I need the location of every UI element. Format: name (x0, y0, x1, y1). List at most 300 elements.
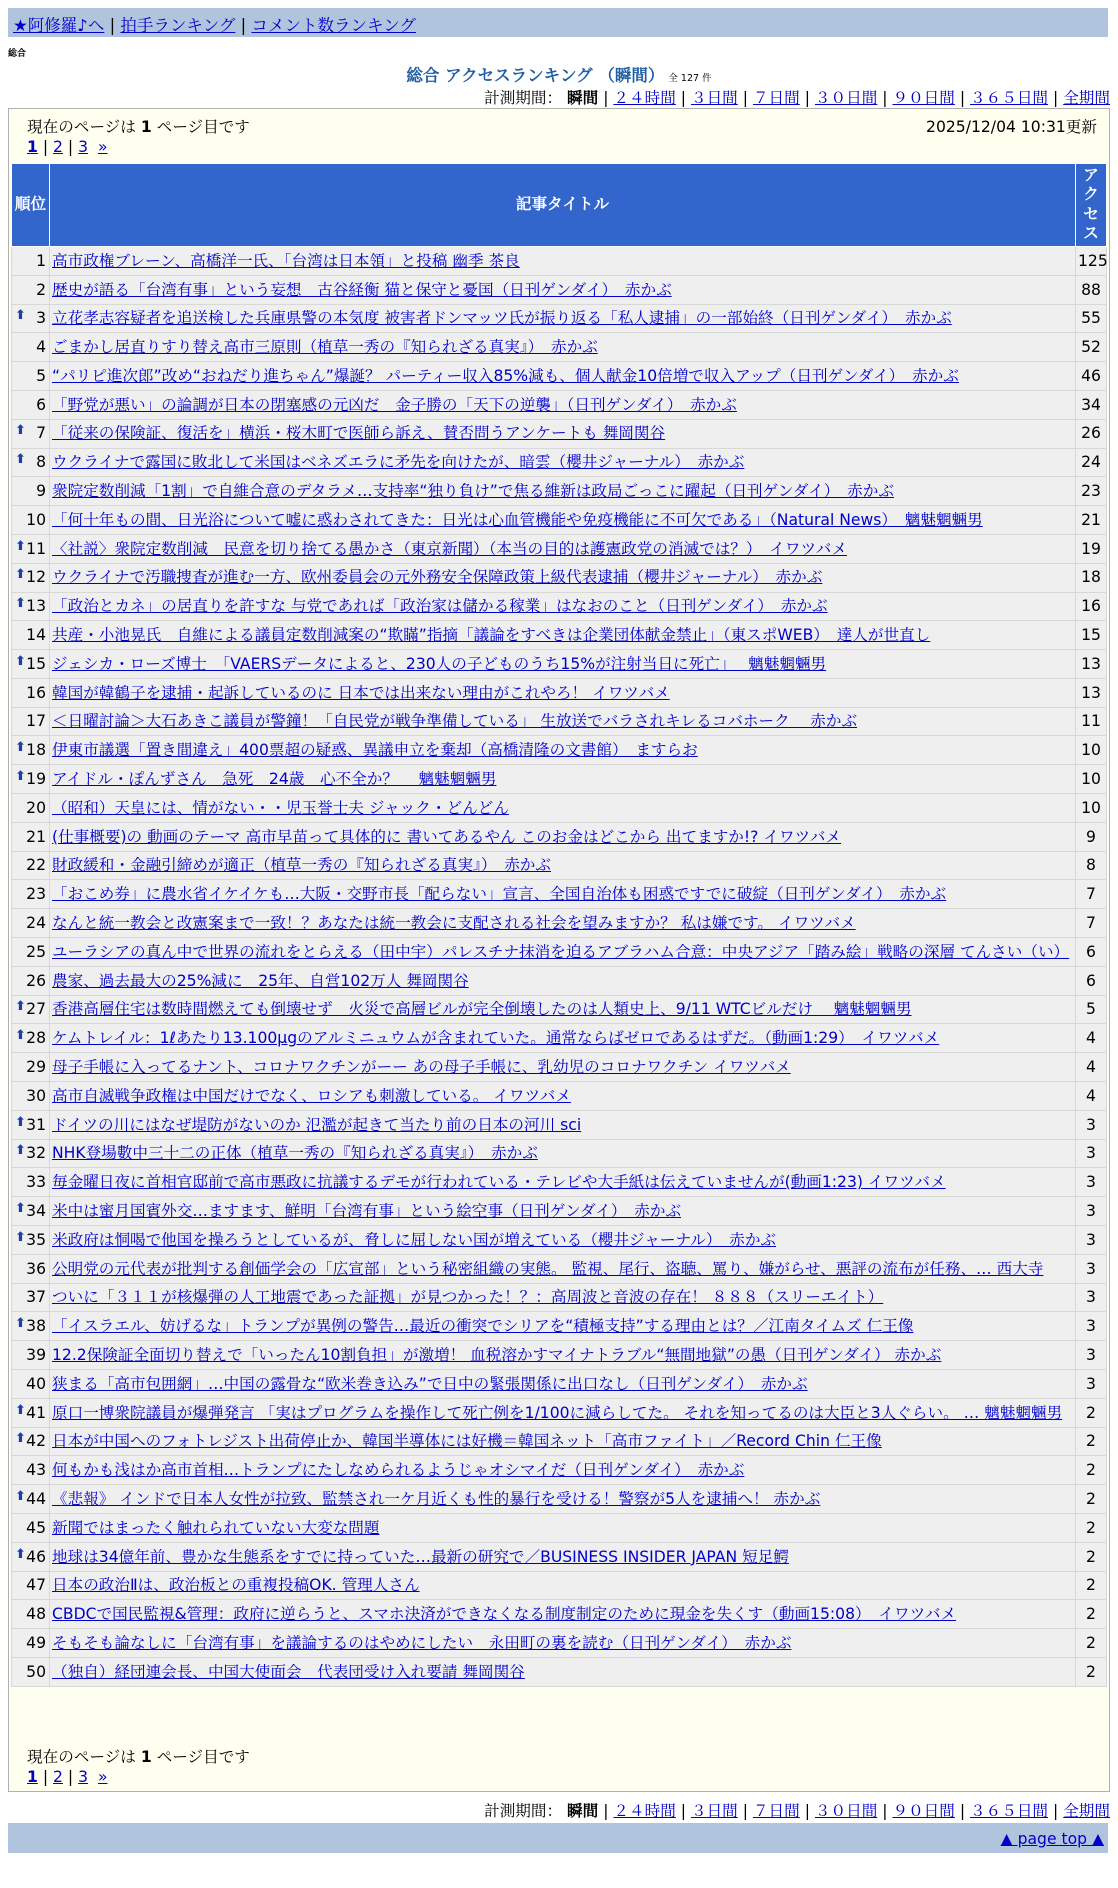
rank-number: 10 (26, 510, 46, 529)
table-row (12, 1053, 1107, 1082)
title-cell (50, 1082, 1076, 1111)
rank-number: 15 (26, 654, 46, 673)
article-link[interactable]: 新聞ではまったく触れられていない大変な問題 (52, 1518, 380, 1537)
rank-cell (12, 678, 50, 707)
table-row (12, 246, 1107, 275)
pager-page-2[interactable]: 2 (53, 138, 63, 156)
article-link[interactable]: ウクライナで露国に敗北して米国はベネズエラに矛先を向けたが、暗雲（櫻井ジャーナル） 赤かぶ (52, 453, 745, 472)
table-row (12, 678, 1107, 707)
table-row (12, 1254, 1107, 1283)
rank-cell (12, 304, 50, 333)
top-nav: ★阿修羅♪へ | 拍手ランキング | コメント数ランキング (8, 8, 1108, 37)
rank-number: 21 (26, 827, 46, 846)
pager-page-2[interactable]: 2 (53, 1768, 63, 1786)
table-row (12, 1082, 1107, 1111)
period-label: 計測期間： (484, 89, 568, 107)
access-count: 19 (1076, 534, 1107, 563)
article-link[interactable]: 〈社説〉衆院定数削減 民意を切り捨てる愚かさ（東京新聞）（本当の目的は護憲政党の消滅では？） イワツバメ (52, 539, 847, 558)
rank-cell (12, 1139, 50, 1168)
rank-number: 18 (26, 741, 46, 760)
title-cell (50, 650, 1076, 679)
article-link[interactable]: 財政緩和・金融引締めが適正（植草一秀の『知られざる真実』） 赤かぶ (52, 856, 551, 875)
table-row (12, 1168, 1107, 1197)
period-option[interactable]: 全期間 (1063, 89, 1110, 107)
rank-cell (12, 707, 50, 736)
article-link[interactable]: 米中は蜜月国賓外交…ますます、鮮明「台湾有事」という絵空事（日刊ゲンダイ） 赤かぶ (52, 1202, 682, 1220)
title-cell (50, 1571, 1076, 1600)
up-arrow-icon: ⬆ (15, 1229, 26, 1245)
period-option[interactable]: ３日間 (690, 89, 738, 107)
rank-cell (12, 1456, 50, 1485)
rank-cell (12, 1427, 50, 1456)
up-arrow-icon: ⬆ (15, 1546, 26, 1562)
rank-number: 46 (26, 1547, 46, 1566)
rank-cell (12, 1657, 50, 1686)
access-count: 23 (1076, 477, 1107, 506)
clap-ranking-link[interactable]: 拍手ランキング (120, 16, 236, 35)
rank-number: 2 (36, 280, 46, 299)
title-cell (50, 707, 1076, 736)
title-cell (50, 1629, 1076, 1658)
access-count: 13 (1076, 650, 1107, 679)
table-row (12, 621, 1107, 650)
rank-cell (12, 1053, 50, 1082)
rank-cell (12, 1197, 50, 1226)
article-link[interactable]: 《悲報》 インドで日本人女性が拉致、監禁され一ケ月近くも性的暴行を受ける！警察が5人を逮捕へ！ 赤かぶ (52, 1489, 821, 1508)
access-count: 34 (1076, 390, 1107, 419)
period-current: 瞬間 (567, 1802, 599, 1820)
current-page-info: 現在のページは 1 ページ目です (27, 118, 250, 136)
title-cell (50, 333, 1076, 362)
rank-cell (12, 1024, 50, 1053)
access-count: 13 (1076, 678, 1107, 707)
table-row (12, 477, 1107, 506)
table-row (12, 1485, 1107, 1514)
title-cell (50, 909, 1076, 938)
page-title: 総合 アクセスランキング （瞬間） (406, 66, 665, 85)
access-count: 10 (1076, 736, 1107, 765)
period-selector-bottom: 計測期間： 瞬間 | ２４時間 | ３日間 | ７日間 | ３０日間 | ９０日間 | ３６５日間 | 全期間 (484, 1802, 1110, 1820)
rank-cell (12, 390, 50, 419)
access-count: 2 (1076, 1398, 1107, 1427)
article-link[interactable]: （昭和）天皇には、情がない・・児玉誉士夫 ジャック・どんどん (52, 798, 509, 817)
rank-number: 3 (36, 309, 46, 328)
rank-number: 26 (26, 971, 46, 990)
page-top-link[interactable]: ▲ page top ▲ (1000, 1830, 1104, 1848)
article-link[interactable]: 「おこめ券」に農水省イケイケも…大阪・交野市長「配らない」宣言、全国自治体も困惑ですでに破綻（日刊ゲンダイ） 赤かぶ (52, 885, 947, 904)
rank-cell (12, 851, 50, 880)
rank-cell (12, 592, 50, 621)
period-selector-top: 計測期間： 瞬間 | ２４時間 | ３日間 | ７日間 | ３０日間 | ９０日間 | ３６５日間 | 全期間 (484, 89, 1110, 107)
article-link[interactable]: （独自）経団連会長、中国大使面会 代表団受け入れ要請 舞岡関谷 (52, 1662, 525, 1681)
rank-number: 48 (26, 1605, 46, 1624)
rank-cell (12, 1082, 50, 1111)
title-cell (50, 1398, 1076, 1427)
title-cell (50, 1456, 1076, 1485)
table-row (12, 650, 1107, 679)
article-link[interactable]: “パリピ進次郎”改め“おねだり進ちゃん”爆誕？ パーティー収入85%減も、個人献金10倍増で収入アップ（日刊ゲンダイ） 赤かぶ (52, 366, 959, 385)
rank-cell (12, 1110, 50, 1139)
rank-number: 39 (26, 1345, 46, 1364)
article-link[interactable]: ケムトレイル：1ℓあたり13.100μgのアルミニュウムが含まれていた。通常ならばゼロであるはずだ。（動画1:29） イワツバメ (52, 1029, 940, 1048)
table-row (12, 304, 1107, 333)
access-count: 4 (1076, 1082, 1107, 1111)
rank-number: 24 (26, 914, 46, 933)
rank-cell (12, 765, 50, 794)
article-link[interactable]: 地球は34億年前、豊かな生態系をすでに持っていた…最新の研究で／BUSINESS INSIDER JAPAN 短足鰐 (52, 1547, 789, 1566)
title-cell (50, 1485, 1076, 1514)
table-row (12, 1456, 1107, 1485)
table-row (12, 822, 1107, 851)
rank-number: 30 (26, 1086, 46, 1105)
comment-ranking-link[interactable]: コメント数ランキング (251, 16, 416, 35)
table-row (12, 448, 1107, 477)
rank-cell (12, 966, 50, 995)
access-count: 46 (1076, 362, 1107, 391)
title-cell (50, 1600, 1076, 1629)
rank-cell (12, 1542, 50, 1571)
table-row (12, 333, 1107, 362)
article-link[interactable]: そもそも論なしに「台湾有事」を議論するのはやめにしたい 永田町の裏を読む（日刊ゲンダイ） 赤かぶ (52, 1633, 792, 1652)
rank-number: 1 (36, 251, 46, 270)
pager-top: 1 | 2 | 3 » (27, 138, 108, 156)
title-cell (50, 966, 1076, 995)
rank-cell (12, 822, 50, 851)
rank-number: 34 (26, 1202, 46, 1220)
up-arrow-icon: ⬆ (15, 769, 26, 785)
article-link[interactable]: 米政府は恫喝で他国を操ろうとしているが、脅しに屈しない国が増えている（櫻井ジャーナル） 赤かぶ (52, 1230, 777, 1249)
access-count: 8 (1076, 851, 1107, 880)
pager-bottom: 1 | 2 | 3 » (27, 1768, 108, 1786)
title-cell (50, 851, 1076, 880)
article-link[interactable]: 日本が中国へのフォトレジスト出荷停止か、韓国半導体には好機＝韓国ネット「高市ファイト」／Record Chin 仁王像 (52, 1432, 882, 1451)
rank-cell (12, 1629, 50, 1658)
footer-bar (8, 1823, 1108, 1853)
table-row (12, 1197, 1107, 1226)
title-cell (50, 275, 1076, 304)
rank-cell (12, 419, 50, 448)
period-option[interactable]: 全期間 (1063, 1802, 1110, 1820)
rank-cell (12, 880, 50, 909)
period-option[interactable]: ３０日間 (814, 1802, 878, 1820)
access-count: 21 (1076, 506, 1107, 535)
access-count: 52 (1076, 333, 1107, 362)
up-arrow-icon: ⬆ (15, 1028, 26, 1044)
title-cell (50, 822, 1076, 851)
table-row (12, 707, 1107, 736)
rank-cell (12, 448, 50, 477)
up-arrow-icon: ⬆ (15, 567, 26, 583)
title-cell (50, 1226, 1076, 1255)
pager-current[interactable]: 1 (27, 138, 38, 156)
article-link[interactable]: 日本の政治Ⅱは、政治板との重複投稿OK. 管理人さん (52, 1576, 420, 1595)
pager-page-3[interactable]: 3 (78, 1768, 89, 1786)
title-cell (50, 506, 1076, 535)
access-count: 9 (1076, 822, 1107, 851)
rank-number: 12 (26, 568, 46, 587)
table-row (12, 1024, 1107, 1053)
rank-cell (12, 246, 50, 275)
rank-cell (12, 1514, 50, 1543)
access-count: 3 (1076, 1370, 1107, 1399)
table-row (12, 1110, 1107, 1139)
access-count: 2 (1076, 1571, 1107, 1600)
rank-cell (12, 1254, 50, 1283)
article-link[interactable]: ＜日曜討論＞大石あきこ議員が警鐘！「自民党が戦争準備している」 生放送でバラされキレるコバホーク 赤かぶ (52, 712, 858, 731)
up-arrow-icon: ⬆ (15, 308, 26, 324)
table-row (12, 362, 1107, 391)
period-option[interactable]: ３６５日間 (970, 1802, 1049, 1820)
access-count: 3 (1076, 1312, 1107, 1341)
table-row (12, 736, 1107, 765)
article-link[interactable]: 高市政権ブレーン、高橋洋一氏、「台湾は日本領」と投稿 幽季 茶良 (52, 251, 520, 270)
article-link[interactable]: 母子手帳に入ってるナント、コロナワクチンがーー あの母子手帳に、乳幼児のコロナワクチン イワツバメ (52, 1058, 791, 1077)
title-cell (50, 995, 1076, 1024)
article-link[interactable]: 原口一博衆院議員が爆弾発言 「実はプログラムを操作して死亡例を1/100に減らしてた。 それを知ってるのは大臣と3人ぐらい。 … 魑魅魍魎男 (52, 1403, 1063, 1422)
rank-cell (12, 506, 50, 535)
title-cell (50, 1139, 1076, 1168)
rank-number: 19 (26, 770, 46, 789)
up-arrow-icon: ⬆ (15, 1114, 26, 1130)
title-cell (50, 736, 1076, 765)
title-cell (50, 1197, 1076, 1226)
rank-header: 順位 (12, 164, 50, 247)
rank-number: 47 (26, 1576, 46, 1595)
pager-next[interactable]: » (97, 1768, 108, 1786)
access-count: 2 (1076, 1629, 1107, 1658)
article-link[interactable]: 韓国が韓鶴子を逮捕・起訴しているのに 日本では出来ない理由がこれやろ！ イワツバメ (52, 683, 670, 702)
title-cell (50, 1283, 1076, 1312)
pager-next[interactable]: » (97, 138, 108, 156)
table-row (12, 1312, 1107, 1341)
rank-number: 20 (26, 798, 46, 817)
title-cell (50, 938, 1076, 967)
article-link[interactable]: 「イスラエル、妨げるな」トランプが異例の警告…最近の衝突でシリアを“積極支持”する理由とは？／江南タイムズ 仁王像 (52, 1317, 914, 1336)
table-row (12, 794, 1107, 823)
access-count: 55 (1076, 304, 1107, 333)
pager-current[interactable]: 1 (27, 1768, 38, 1786)
rank-cell (12, 909, 50, 938)
title-cell (50, 1514, 1076, 1543)
article-link[interactable]: ジェシカ・ローズ博士 「VAERSデータによると、230人の子どものうち15%が注射当日に死亡」 魑魅魍魎男 (52, 654, 827, 673)
period-option[interactable]: ３６５日間 (970, 89, 1049, 107)
rank-cell (12, 1312, 50, 1341)
rank-number: 6 (36, 395, 46, 414)
article-link[interactable]: 歴史が語る「台湾有事」という妄想 古谷経衡 猫と保守と憂国（日刊ゲンダイ） 赤かぶ (52, 280, 672, 299)
up-arrow-icon: ⬆ (15, 740, 26, 756)
article-link[interactable]: 「従来の保険証、復活を」横浜・桜木町で医師ら訴え、賛否問うアンケートも 舞岡関谷 (52, 424, 666, 443)
title-cell (50, 534, 1076, 563)
title-cell (50, 304, 1076, 333)
rank-number: 8 (36, 453, 46, 472)
article-link[interactable]: 12.2保険証全面切り替えで「いったん10割負担」が激増！ 血税溶かすマイナトラブル“無間地獄”の愚（日刊ゲンダイ） 赤かぶ (52, 1345, 942, 1364)
rank-number: 50 (26, 1662, 46, 1681)
rank-cell (12, 477, 50, 506)
table-row (12, 275, 1107, 304)
rank-cell (12, 362, 50, 391)
period-current: 瞬間 (567, 89, 599, 107)
title-cell (50, 1341, 1076, 1370)
table-row (12, 1427, 1107, 1456)
rank-cell (12, 736, 50, 765)
updated-time: 2025/12/04 10:31更新 (926, 118, 1097, 136)
access-count: 3 (1076, 1139, 1107, 1168)
access-count: 3 (1076, 1283, 1107, 1312)
rank-cell (12, 1600, 50, 1629)
ranking-table (11, 163, 1107, 1687)
title-header: 記事タイトル (50, 164, 1076, 247)
rank-cell (12, 1283, 50, 1312)
access-count: 125 (1076, 246, 1107, 275)
article-link[interactable]: 「何十年もの間、日光浴について嘘に惑わされてきた：日光は心血管機能や免疫機能に不可欠である」（Natural News） 魑魅魍魎男 (52, 510, 983, 529)
table-header-row (12, 164, 1107, 247)
article-link[interactable]: 「野党が悪い」の論調が日本の閉塞感の元凶だ 金子勝の「天下の逆襲」（日刊ゲンダイ） 赤かぶ (52, 395, 737, 414)
access-count: 4 (1076, 1053, 1107, 1082)
up-arrow-icon: ⬆ (15, 1431, 26, 1447)
table-row (12, 1542, 1107, 1571)
article-link[interactable]: アイドル・ぽんずさん 急死 24歳 心不全か？ 魑魅魍魎男 (52, 770, 497, 789)
article-link[interactable]: ついに「３１１が核爆弾の人工地震であった証拠」が見つかった！？：高周波と音波の存在！ ８８８（スリーエイト） (52, 1288, 884, 1307)
article-link[interactable]: 香港高層住宅は数時間燃えても倒壊せず 火災で高層ビルが完全倒壊したのは人類史上、9/11 WTCビルだけ 魑魅魍魎男 (52, 1000, 912, 1019)
article-link[interactable]: 共産・小池晃氏 自維による議員定数削減案の“欺瞞”指摘「議論をすべきは企業団体献金禁止」（東スポWEB） 達人が世直し (52, 626, 931, 645)
up-arrow-icon: ⬆ (15, 596, 26, 612)
table-row (12, 563, 1107, 592)
rank-cell (12, 1226, 50, 1255)
access-count: 16 (1076, 592, 1107, 621)
access-count: 15 (1076, 621, 1107, 650)
table-row (12, 938, 1107, 967)
rank-number: 49 (26, 1633, 46, 1652)
article-link[interactable]: 高市自滅戦争政権は中国だけでなく、ロシアも刺激している。 イワツバメ (52, 1086, 571, 1105)
article-link[interactable]: (仕事概要)の 動画のテーマ 高市早苗って具体的に 書いてあるやん このお金はどこから 出てますか!? イワツバメ (52, 827, 842, 846)
title-cell (50, 1312, 1076, 1341)
title-cell (50, 362, 1076, 391)
table-row (12, 534, 1107, 563)
access-count: 3 (1076, 1254, 1107, 1283)
rank-number: 16 (26, 683, 46, 702)
article-link[interactable]: CBDCで国民監視&管理：政府に逆らうと、スマホ決済ができなくなる制度制定のために現金を失くす（動画15:08） イワツバメ (52, 1605, 957, 1624)
total-count: 全 127 件 (668, 73, 712, 84)
period-option[interactable]: ２４時間 (613, 89, 676, 107)
access-count: 2 (1076, 1456, 1107, 1485)
up-arrow-icon: ⬆ (15, 423, 26, 439)
title-cell (50, 1370, 1076, 1399)
access-count: 18 (1076, 563, 1107, 592)
title-cell (50, 1110, 1076, 1139)
access-count: 6 (1076, 938, 1107, 967)
current-page-info-bottom: 現在のページは 1 ページ目です (27, 1748, 250, 1766)
rank-number: 41 (26, 1403, 46, 1422)
rank-number: 4 (36, 338, 46, 357)
article-link[interactable]: 狭まる「高市包囲網」…中国の露骨な“欧米巻き込み”で日中の緊張関係に出口なし（日刊ゲンダイ） 赤かぶ (52, 1374, 808, 1393)
access-count: 24 (1076, 448, 1107, 477)
category-label: 総合 (8, 49, 27, 59)
up-arrow-icon: ⬆ (15, 999, 26, 1015)
rank-number: 40 (26, 1374, 46, 1393)
rank-number: 42 (26, 1432, 46, 1451)
table-row (12, 1283, 1107, 1312)
access-count: 3 (1076, 1226, 1107, 1255)
table-row (12, 1600, 1107, 1629)
home-link[interactable]: ★阿修羅♪へ (13, 16, 105, 35)
article-link[interactable]: ドイツの川にはなぜ堤防がないのか 氾濫が起きて当たり前の日本の河川 sci (52, 1115, 582, 1134)
rank-cell (12, 938, 50, 967)
period-option[interactable]: ３０日間 (814, 89, 878, 107)
period-option[interactable]: ９０日間 (892, 1802, 955, 1820)
period-option[interactable]: ７日間 (752, 89, 800, 107)
article-link[interactable]: 伊東市議選「置き間違え」400票超の疑惑、異議申立を棄却（高橋清隆の文書館） ますらお (52, 741, 698, 760)
title-cell (50, 390, 1076, 419)
rank-number: 23 (26, 885, 46, 904)
table-row (12, 1514, 1107, 1543)
access-count: 6 (1076, 966, 1107, 995)
article-link[interactable]: 何もかも浅はか高市首相…トランプにたしなめられるようじゃオシマイだ（日刊ゲンダイ） 赤かぶ (52, 1461, 745, 1480)
rank-cell (12, 794, 50, 823)
pager-page-3[interactable]: 3 (78, 138, 89, 156)
access-header: アクセス (1076, 164, 1107, 247)
access-count: 2 (1076, 1427, 1107, 1456)
article-link[interactable]: 毎金曜日夜に首相官邸前で高市悪政に抗議するデモが行われている・テレビや大手紙は伝えていませんが(動画1:23) イワツバメ (52, 1173, 946, 1192)
article-link[interactable]: 公明党の元代表が批判する創価学会の「広宣部」という秘密組織の実態。 監視、尾行、盗聴、罵り、嫌がらせ、悪評の流布が任務、… 西大寺 (52, 1259, 1044, 1278)
rank-number: 28 (26, 1029, 46, 1048)
article-link[interactable]: なんと統一教会と改憲案まで一致！？あなたは統一教会に支配される社会を望みますか？ 私は嫌です。 イワツバメ (52, 914, 856, 933)
table-row (12, 419, 1107, 448)
article-link[interactable]: ウクライナで汚職捜査が進む一方、欧州委員会の元外務安全保障政策上級代表逮捕（櫻井ジャーナル） 赤かぶ (52, 568, 823, 587)
access-count: 3 (1076, 1197, 1107, 1226)
table-row (12, 1629, 1107, 1658)
article-link[interactable]: 立花孝志容疑者を追送検した兵庫県警の本気度 被害者ドンマッツ氏が振り返る「私人逮捕」の一部始終（日刊ゲンダイ） 赤かぶ (52, 309, 952, 328)
rank-cell (12, 1485, 50, 1514)
up-arrow-icon: ⬆ (15, 452, 26, 468)
period-option[interactable]: ９０日間 (892, 89, 955, 107)
rank-number: 7 (36, 424, 46, 443)
period-option[interactable]: ７日間 (752, 1802, 800, 1820)
title-cell (50, 765, 1076, 794)
access-count: 7 (1076, 909, 1107, 938)
article-link[interactable]: NHK登場數中三十二の正体（植草一秀の『知られざる真実』） 赤かぶ (52, 1144, 538, 1163)
article-link[interactable]: ごまかし居直りすり替え高市三原則（植草一秀の『知られざる真実』） 赤かぶ (52, 338, 598, 357)
access-count: 4 (1076, 1024, 1107, 1053)
table-row (12, 765, 1107, 794)
access-count: 10 (1076, 765, 1107, 794)
article-link[interactable]: 農家、過去最大の25%減に 25年、自営102万人 舞岡関谷 (52, 971, 469, 990)
rank-number: 31 (26, 1115, 46, 1134)
title-cell (50, 1427, 1076, 1456)
title-cell (50, 1657, 1076, 1686)
rank-cell (12, 1168, 50, 1197)
rank-number: 29 (26, 1058, 46, 1077)
period-option[interactable]: ２４時間 (613, 1802, 676, 1820)
up-arrow-icon: ⬆ (15, 1488, 26, 1504)
article-link[interactable]: ユーラシアの真ん中で世界の流れをとらえる（田中宇）パレスチナ抹消を迫るアブラハム合意：中央アジア「踏み絵」戦略の深層 てんさい（い） (52, 942, 1070, 961)
table-row (12, 851, 1107, 880)
article-link[interactable]: 「政治とカネ」の居直りを許すな 与党であれば「政治家は儲かる稼業」はなおのこと（日刊ゲンダイ） 赤かぶ (52, 597, 828, 616)
title-cell (50, 880, 1076, 909)
table-row (12, 506, 1107, 535)
up-arrow-icon: ⬆ (15, 1201, 26, 1216)
rank-cell (12, 275, 50, 304)
article-link[interactable]: 衆院定数削減「1割」で自維合意のデタラメ…支持率“独り負け”で焦る維新は政局ごっこに躍起（日刊ゲンダイ） 赤かぶ (52, 482, 894, 501)
access-count: 2 (1076, 1542, 1107, 1571)
title-cell (50, 621, 1076, 650)
up-arrow-icon: ⬆ (15, 1402, 26, 1418)
period-label: 計測期間： (484, 1802, 568, 1820)
period-option[interactable]: ３日間 (690, 1802, 738, 1820)
title-cell (50, 448, 1076, 477)
rank-number: 45 (26, 1518, 46, 1537)
up-arrow-icon: ⬆ (15, 1316, 26, 1332)
table-row (12, 1398, 1107, 1427)
